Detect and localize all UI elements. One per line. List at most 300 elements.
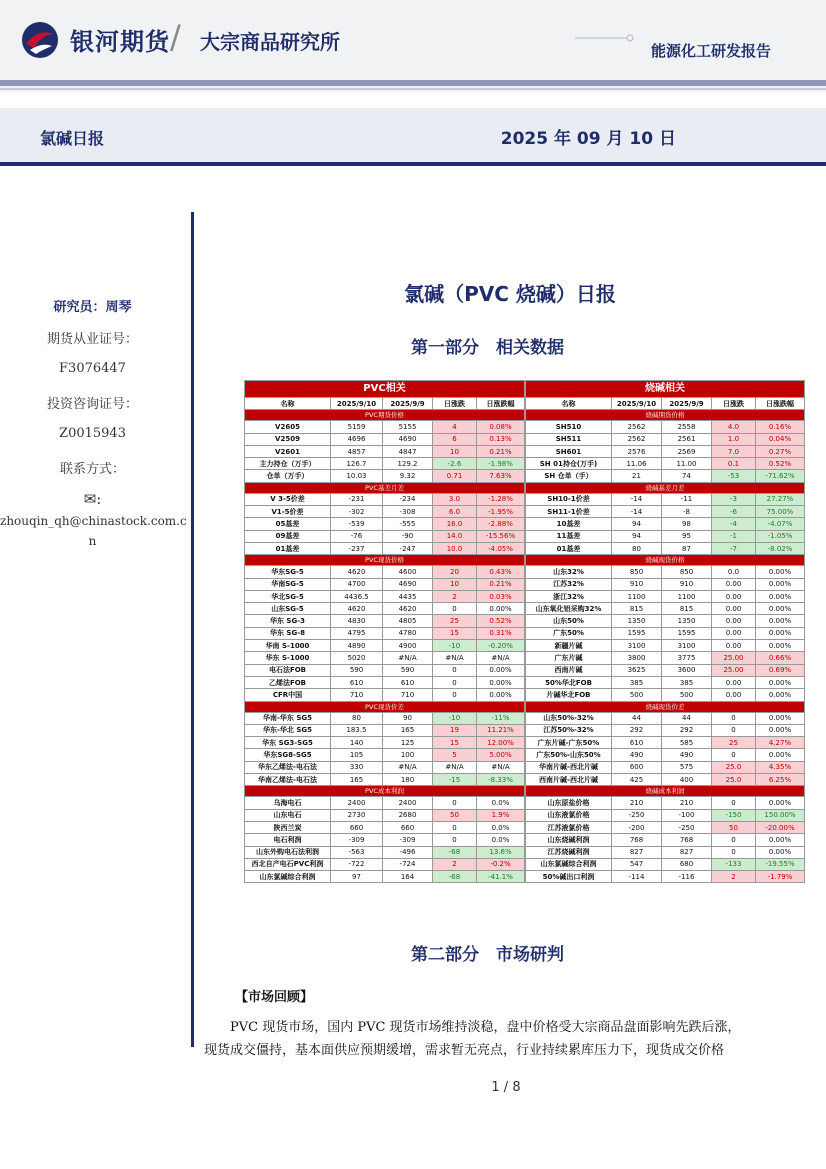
daily-change-pct: 0.08% bbox=[477, 421, 525, 433]
section-header bbox=[245, 701, 525, 712]
value-prev: 490 bbox=[662, 749, 712, 761]
value-today: 11.06 bbox=[612, 458, 662, 470]
value-prev: #N/A bbox=[383, 652, 433, 664]
row-name: 华东 SG3-SG5 bbox=[245, 737, 331, 749]
value-today: -76 bbox=[331, 530, 383, 542]
row-name: 华东 SG-8 bbox=[245, 627, 331, 639]
daily-change-pct: -0.2% bbox=[477, 858, 525, 870]
contact-label: 联系方式： bbox=[59, 462, 125, 477]
value-today: 547 bbox=[612, 858, 662, 870]
row-name: 新疆片碱 bbox=[526, 640, 612, 652]
value-today: 1595 bbox=[612, 627, 662, 639]
daily-change: 6 bbox=[433, 433, 477, 445]
daily-change-pct: 0.27% bbox=[756, 445, 805, 457]
table-row bbox=[245, 712, 525, 724]
value-prev: 87 bbox=[662, 542, 712, 554]
daily-change: -10 bbox=[433, 640, 477, 652]
table-row bbox=[245, 578, 525, 590]
row-name: SH 仓单（手） bbox=[526, 470, 612, 482]
daily-change-pct: -41.1% bbox=[477, 871, 525, 883]
pvc-data-table bbox=[244, 380, 525, 883]
column-header: 2025/9/10 bbox=[612, 398, 662, 410]
table-row bbox=[526, 615, 805, 627]
value-prev: 680 bbox=[662, 858, 712, 870]
row-name: 片碱华北FOB bbox=[526, 689, 612, 701]
section-header bbox=[526, 410, 805, 421]
row-name: 山东SG-5 bbox=[245, 603, 331, 615]
table-row bbox=[526, 493, 805, 505]
daily-change-pct: 0.00% bbox=[756, 834, 805, 846]
daily-change: -150 bbox=[712, 809, 756, 821]
daily-change-pct: 0.21% bbox=[477, 578, 525, 590]
table-row bbox=[526, 458, 805, 470]
daily-change: -68 bbox=[433, 846, 477, 858]
daily-change: 7.0 bbox=[712, 445, 756, 457]
value-prev: -116 bbox=[662, 871, 712, 883]
table-row bbox=[245, 470, 525, 482]
institute-name: 大宗商品研究所 bbox=[200, 30, 340, 54]
row-name: SH510 bbox=[526, 421, 612, 433]
value-today: 385 bbox=[612, 676, 662, 688]
row-name: 华东 S-1000 bbox=[245, 652, 331, 664]
value-today: 183.5 bbox=[331, 724, 383, 736]
value-prev: -247 bbox=[383, 542, 433, 554]
daily-change: 5 bbox=[433, 749, 477, 761]
consult-label: 投资咨询证号： bbox=[46, 397, 138, 412]
daily-change: 0 bbox=[712, 834, 756, 846]
daily-change-pct: 0.00% bbox=[477, 676, 525, 688]
daily-change-pct: 0.03% bbox=[477, 590, 525, 602]
row-name: 广东50% bbox=[526, 627, 612, 639]
value-prev: 165 bbox=[383, 724, 433, 736]
daily-change-pct: 0.0% bbox=[477, 834, 525, 846]
value-today: 80 bbox=[612, 542, 662, 554]
value-today: 4700 bbox=[331, 578, 383, 590]
table-row bbox=[245, 530, 525, 542]
row-name: V2605 bbox=[245, 421, 331, 433]
table-row bbox=[526, 846, 805, 858]
column-header: 日涨跌 bbox=[712, 398, 756, 410]
table-row bbox=[526, 664, 805, 676]
row-name: 乌海电石 bbox=[245, 797, 331, 809]
table-row bbox=[245, 590, 525, 602]
table-row bbox=[245, 603, 525, 615]
value-today: 815 bbox=[612, 603, 662, 615]
table-row bbox=[526, 809, 805, 821]
daily-change-pct: 0.66% bbox=[756, 652, 805, 664]
pvc-table-title-cell: PVC相关 bbox=[245, 381, 525, 398]
value-today: 600 bbox=[612, 761, 662, 773]
brand-name: 银河期货 bbox=[70, 28, 170, 56]
daily-change: 0 bbox=[433, 676, 477, 688]
daily-change-pct: 0.00% bbox=[756, 566, 805, 578]
daily-change-pct: 75.00% bbox=[756, 506, 805, 518]
table-row bbox=[245, 493, 525, 505]
value-prev: -234 bbox=[383, 493, 433, 505]
row-name: 仓单（万手） bbox=[245, 470, 331, 482]
daily-change: 10 bbox=[433, 445, 477, 457]
daily-change-pct: 0.52% bbox=[756, 458, 805, 470]
row-name: 广东片碱 bbox=[526, 652, 612, 664]
daily-change: 0 bbox=[712, 797, 756, 809]
value-today: 97 bbox=[331, 871, 383, 883]
section-header bbox=[245, 555, 525, 566]
table-row bbox=[526, 689, 805, 701]
daily-change: 25.0 bbox=[712, 761, 756, 773]
table-row bbox=[526, 530, 805, 542]
table-row bbox=[245, 737, 525, 749]
value-prev: -724 bbox=[383, 858, 433, 870]
daily-change-pct: 0.00% bbox=[756, 640, 805, 652]
section-header-cell: 烧碱成本利润 bbox=[526, 786, 805, 797]
row-name: 主力持仓（万手） bbox=[245, 458, 331, 470]
report-name: 氯碱日报 bbox=[40, 129, 105, 148]
value-prev: 1100 bbox=[662, 590, 712, 602]
value-today: 80 bbox=[331, 712, 383, 724]
row-name: 华南乙烯法-电石法 bbox=[245, 774, 331, 786]
email-address-cont[interactable]: n bbox=[88, 534, 97, 548]
daily-change-pct: 0.00% bbox=[756, 712, 805, 724]
caustic-soda-column-headers bbox=[526, 398, 805, 410]
value-prev: -8 bbox=[662, 506, 712, 518]
value-today: 3100 bbox=[612, 640, 662, 652]
row-name: 华东-华北 SG5 bbox=[245, 724, 331, 736]
value-prev: 910 bbox=[662, 578, 712, 590]
value-today: 292 bbox=[612, 724, 662, 736]
value-today: 850 bbox=[612, 566, 662, 578]
daily-change-pct: 0.00% bbox=[756, 676, 805, 688]
daily-change: 0.00 bbox=[712, 578, 756, 590]
value-prev: 575 bbox=[662, 761, 712, 773]
table-row bbox=[526, 433, 805, 445]
value-prev: 2569 bbox=[662, 445, 712, 457]
value-today: 4696 bbox=[331, 433, 383, 445]
daily-change: 2 bbox=[712, 871, 756, 883]
daily-change-pct: 4.35% bbox=[756, 761, 805, 773]
value-prev: 1595 bbox=[662, 627, 712, 639]
table-row bbox=[245, 542, 525, 554]
daily-change-pct: #N/A bbox=[477, 761, 525, 773]
value-today: 1100 bbox=[612, 590, 662, 602]
table-row bbox=[526, 724, 805, 736]
daily-change-pct: 0.43% bbox=[477, 566, 525, 578]
value-prev: 500 bbox=[662, 689, 712, 701]
row-name: 山东氧化铝采购32% bbox=[526, 603, 612, 615]
row-name: 华东乙烯法-电石法 bbox=[245, 761, 331, 773]
section-header bbox=[245, 410, 525, 421]
value-today: 610 bbox=[612, 737, 662, 749]
value-today: 94 bbox=[612, 530, 662, 542]
daily-change-pct: -15.56% bbox=[477, 530, 525, 542]
daily-change-pct: -20.00% bbox=[756, 821, 805, 833]
table-row bbox=[526, 470, 805, 482]
table-row bbox=[526, 640, 805, 652]
daily-change-pct: 4.27% bbox=[756, 737, 805, 749]
daily-change: 0.00 bbox=[712, 603, 756, 615]
table-row bbox=[526, 421, 805, 433]
pvc-column-headers bbox=[245, 398, 525, 410]
consult-number: Z0015943 bbox=[59, 426, 126, 441]
daily-change: 0.00 bbox=[712, 615, 756, 627]
daily-change-pct: 13.6% bbox=[477, 846, 525, 858]
daily-change-pct: -8.33% bbox=[477, 774, 525, 786]
daily-change: 1.0 bbox=[712, 433, 756, 445]
row-name: 华南片碱-西北片碱 bbox=[526, 761, 612, 773]
email-address[interactable]: zhouqin_qh@chinastock.com.c bbox=[0, 514, 187, 528]
row-name: 50%华北FOB bbox=[526, 676, 612, 688]
row-name: SH10-1价差 bbox=[526, 493, 612, 505]
section-header bbox=[245, 786, 525, 797]
value-today: 4620 bbox=[331, 603, 383, 615]
caustic-soda-data-table bbox=[525, 380, 805, 883]
daily-change-pct: 0.00% bbox=[756, 689, 805, 701]
table-row bbox=[245, 615, 525, 627]
section-header-cell: 烧碱期货价格 bbox=[526, 410, 805, 421]
daily-change: -3 bbox=[712, 493, 756, 505]
row-name: V1-5价差 bbox=[245, 506, 331, 518]
daily-change: -6 bbox=[712, 506, 756, 518]
daily-change-pct: -8.02% bbox=[756, 542, 805, 554]
row-name: 山东50%-32% bbox=[526, 712, 612, 724]
daily-change: #N/A bbox=[433, 652, 477, 664]
galaxy-logo-icon bbox=[20, 20, 60, 60]
daily-change: 0.00 bbox=[712, 640, 756, 652]
section-header bbox=[245, 482, 525, 493]
section-header-cell: PVC成本利润 bbox=[245, 786, 525, 797]
section-header-cell: 烧碱现货价格 bbox=[526, 555, 805, 566]
daily-change-pct: 12.00% bbox=[477, 737, 525, 749]
column-header: 日涨跌幅 bbox=[477, 398, 525, 410]
daily-change-pct: -0.20% bbox=[477, 640, 525, 652]
table-row bbox=[526, 712, 805, 724]
value-today: 2576 bbox=[612, 445, 662, 457]
value-prev: 9.32 bbox=[383, 470, 433, 482]
table-row bbox=[526, 858, 805, 870]
daily-change: -53 bbox=[712, 470, 756, 482]
email-icon: ✉: bbox=[83, 490, 102, 508]
license-label: 期货从业证号： bbox=[46, 332, 138, 347]
column-header: 日涨跌 bbox=[433, 398, 477, 410]
section-header bbox=[526, 786, 805, 797]
value-today: 610 bbox=[331, 676, 383, 688]
row-name: 山东氯碱综合利润 bbox=[245, 871, 331, 883]
value-prev: 385 bbox=[662, 676, 712, 688]
value-prev: 2400 bbox=[383, 797, 433, 809]
value-today: 105 bbox=[331, 749, 383, 761]
market-review-heading: 【市场回顾】 bbox=[235, 990, 314, 1005]
daily-change: 0 bbox=[433, 664, 477, 676]
value-prev: 4690 bbox=[383, 578, 433, 590]
value-today: -200 bbox=[612, 821, 662, 833]
row-name: SH11-1价差 bbox=[526, 506, 612, 518]
daily-change-pct: 0.00% bbox=[756, 603, 805, 615]
value-prev: 4780 bbox=[383, 627, 433, 639]
value-today: 425 bbox=[612, 774, 662, 786]
row-name: 山东液氯价格 bbox=[526, 809, 612, 821]
daily-change-pct: #N/A bbox=[477, 652, 525, 664]
value-prev: 129.2 bbox=[383, 458, 433, 470]
value-prev: 210 bbox=[662, 797, 712, 809]
section-header-cell: PVC基差月差 bbox=[245, 482, 525, 493]
table-row bbox=[245, 797, 525, 809]
table-row bbox=[526, 871, 805, 883]
row-name: 华南SG-5 bbox=[245, 578, 331, 590]
value-today: 768 bbox=[612, 834, 662, 846]
value-today: 4436.5 bbox=[331, 590, 383, 602]
daily-change: -4 bbox=[712, 518, 756, 530]
daily-change: 0 bbox=[433, 821, 477, 833]
table-row bbox=[245, 652, 525, 664]
value-today: 5159 bbox=[331, 421, 383, 433]
daily-change-pct: 0.31% bbox=[477, 627, 525, 639]
daily-change: 25.0 bbox=[712, 774, 756, 786]
value-today: 4830 bbox=[331, 615, 383, 627]
paragraph-line-1: PVC 现货市场，国内 PVC 现货市场维持淡稳，盘中价格受大宗商品盘面影响先跌后涨， bbox=[230, 1020, 741, 1035]
value-today: 5020 bbox=[331, 652, 383, 664]
section-header bbox=[526, 701, 805, 712]
pvc-table-title bbox=[245, 381, 525, 398]
table-row bbox=[526, 590, 805, 602]
daily-change: 50 bbox=[712, 821, 756, 833]
table-row bbox=[245, 518, 525, 530]
daily-change-pct: 7.63% bbox=[477, 470, 525, 482]
value-prev: 4900 bbox=[383, 640, 433, 652]
row-name: 01基差 bbox=[526, 542, 612, 554]
row-name: 山东烧碱利润 bbox=[526, 834, 612, 846]
daily-change: 0.00 bbox=[712, 689, 756, 701]
table-row bbox=[245, 566, 525, 578]
daily-change: 14.0 bbox=[433, 530, 477, 542]
daily-change: 10 bbox=[433, 578, 477, 590]
daily-change: 0 bbox=[433, 689, 477, 701]
row-name: SH511 bbox=[526, 433, 612, 445]
daily-change-pct: 0.00% bbox=[756, 749, 805, 761]
title-band bbox=[0, 108, 826, 164]
caustic-soda-table-title-cell: 烧碱相关 bbox=[526, 381, 805, 398]
value-prev: -555 bbox=[383, 518, 433, 530]
daily-change-pct: -4.07% bbox=[756, 518, 805, 530]
table-row bbox=[245, 846, 525, 858]
value-prev: -90 bbox=[383, 530, 433, 542]
daily-change-pct: 0.0% bbox=[477, 821, 525, 833]
daily-change-pct: -11% bbox=[477, 712, 525, 724]
row-name: 江苏50%-32% bbox=[526, 724, 612, 736]
value-prev: 4847 bbox=[383, 445, 433, 457]
row-name: 广东50%-山东50% bbox=[526, 749, 612, 761]
value-today: 2730 bbox=[331, 809, 383, 821]
value-prev: 585 bbox=[662, 737, 712, 749]
value-prev: 98 bbox=[662, 518, 712, 530]
section-title-2: 第二部分 市场研判 bbox=[411, 945, 564, 965]
row-name: 华东 SG-3 bbox=[245, 615, 331, 627]
daily-change-pct: 0.00% bbox=[756, 846, 805, 858]
value-prev: 2680 bbox=[383, 809, 433, 821]
table-row bbox=[245, 421, 525, 433]
daily-change: -2.6 bbox=[433, 458, 477, 470]
value-today: -231 bbox=[331, 493, 383, 505]
value-prev: #N/A bbox=[383, 761, 433, 773]
daily-change-pct: 0.04% bbox=[756, 433, 805, 445]
row-name: V 3-5价差 bbox=[245, 493, 331, 505]
daily-change-pct: 5.00% bbox=[477, 749, 525, 761]
section-header bbox=[526, 555, 805, 566]
row-name: 电石利润 bbox=[245, 834, 331, 846]
row-name: 广东片碱-广东50% bbox=[526, 737, 612, 749]
daily-change: 25.00 bbox=[712, 652, 756, 664]
daily-change-pct: -1.95% bbox=[477, 506, 525, 518]
daily-change-pct: -4.05% bbox=[477, 542, 525, 554]
daily-change-pct: -1.28% bbox=[477, 493, 525, 505]
value-prev: 44 bbox=[662, 712, 712, 724]
value-today: 44 bbox=[612, 712, 662, 724]
value-prev: 125 bbox=[383, 737, 433, 749]
daily-change: 16.0 bbox=[433, 518, 477, 530]
value-today: 330 bbox=[331, 761, 383, 773]
daily-change: 20 bbox=[433, 566, 477, 578]
daily-change-pct: 0.00% bbox=[756, 797, 805, 809]
value-today: 94 bbox=[612, 518, 662, 530]
value-prev: 74 bbox=[662, 470, 712, 482]
table-row bbox=[526, 506, 805, 518]
table-row bbox=[526, 797, 805, 809]
value-today: 490 bbox=[612, 749, 662, 761]
title-band-rule bbox=[0, 162, 826, 166]
daily-change-pct: 0.13% bbox=[477, 433, 525, 445]
table-row bbox=[245, 871, 525, 883]
daily-change-pct: 0.00% bbox=[756, 627, 805, 639]
row-name: 华东SG8-SG5 bbox=[245, 749, 331, 761]
value-prev: 4690 bbox=[383, 433, 433, 445]
row-name: 华南 S-1000 bbox=[245, 640, 331, 652]
value-today: 590 bbox=[331, 664, 383, 676]
value-prev: 5155 bbox=[383, 421, 433, 433]
daily-change-pct: 0.00% bbox=[756, 615, 805, 627]
daily-change: 2 bbox=[433, 590, 477, 602]
value-prev: 827 bbox=[662, 846, 712, 858]
daily-change: 0.00 bbox=[712, 676, 756, 688]
value-today: -309 bbox=[331, 834, 383, 846]
daily-change-pct: 11.21% bbox=[477, 724, 525, 736]
license-number: F3076447 bbox=[59, 361, 126, 376]
column-header: 名称 bbox=[245, 398, 331, 410]
row-name: 江苏烧碱利润 bbox=[526, 846, 612, 858]
value-today: -14 bbox=[612, 493, 662, 505]
value-today: 3800 bbox=[612, 652, 662, 664]
row-name: 西南片碱-西北片碱 bbox=[526, 774, 612, 786]
table-row bbox=[526, 737, 805, 749]
table-row bbox=[245, 506, 525, 518]
header-decoration bbox=[575, 34, 635, 42]
table-row bbox=[526, 761, 805, 773]
daily-change: -133 bbox=[712, 858, 756, 870]
daily-change-pct: -71.62% bbox=[756, 470, 805, 482]
row-name: 01基差 bbox=[245, 542, 331, 554]
value-prev: 710 bbox=[383, 689, 433, 701]
table-row bbox=[526, 821, 805, 833]
value-today: 4857 bbox=[331, 445, 383, 457]
daily-change-pct: 0.00% bbox=[477, 664, 525, 676]
value-prev: 400 bbox=[662, 774, 712, 786]
row-name: 11基差 bbox=[526, 530, 612, 542]
table-row bbox=[245, 458, 525, 470]
page-title: 氯碱（PVC 烧碱）日报 bbox=[404, 282, 616, 306]
value-prev: 11.00 bbox=[662, 458, 712, 470]
value-today: -302 bbox=[331, 506, 383, 518]
table-row bbox=[245, 749, 525, 761]
value-prev: 850 bbox=[662, 566, 712, 578]
daily-change-pct: -1.05% bbox=[756, 530, 805, 542]
daily-change: 25 bbox=[433, 615, 477, 627]
